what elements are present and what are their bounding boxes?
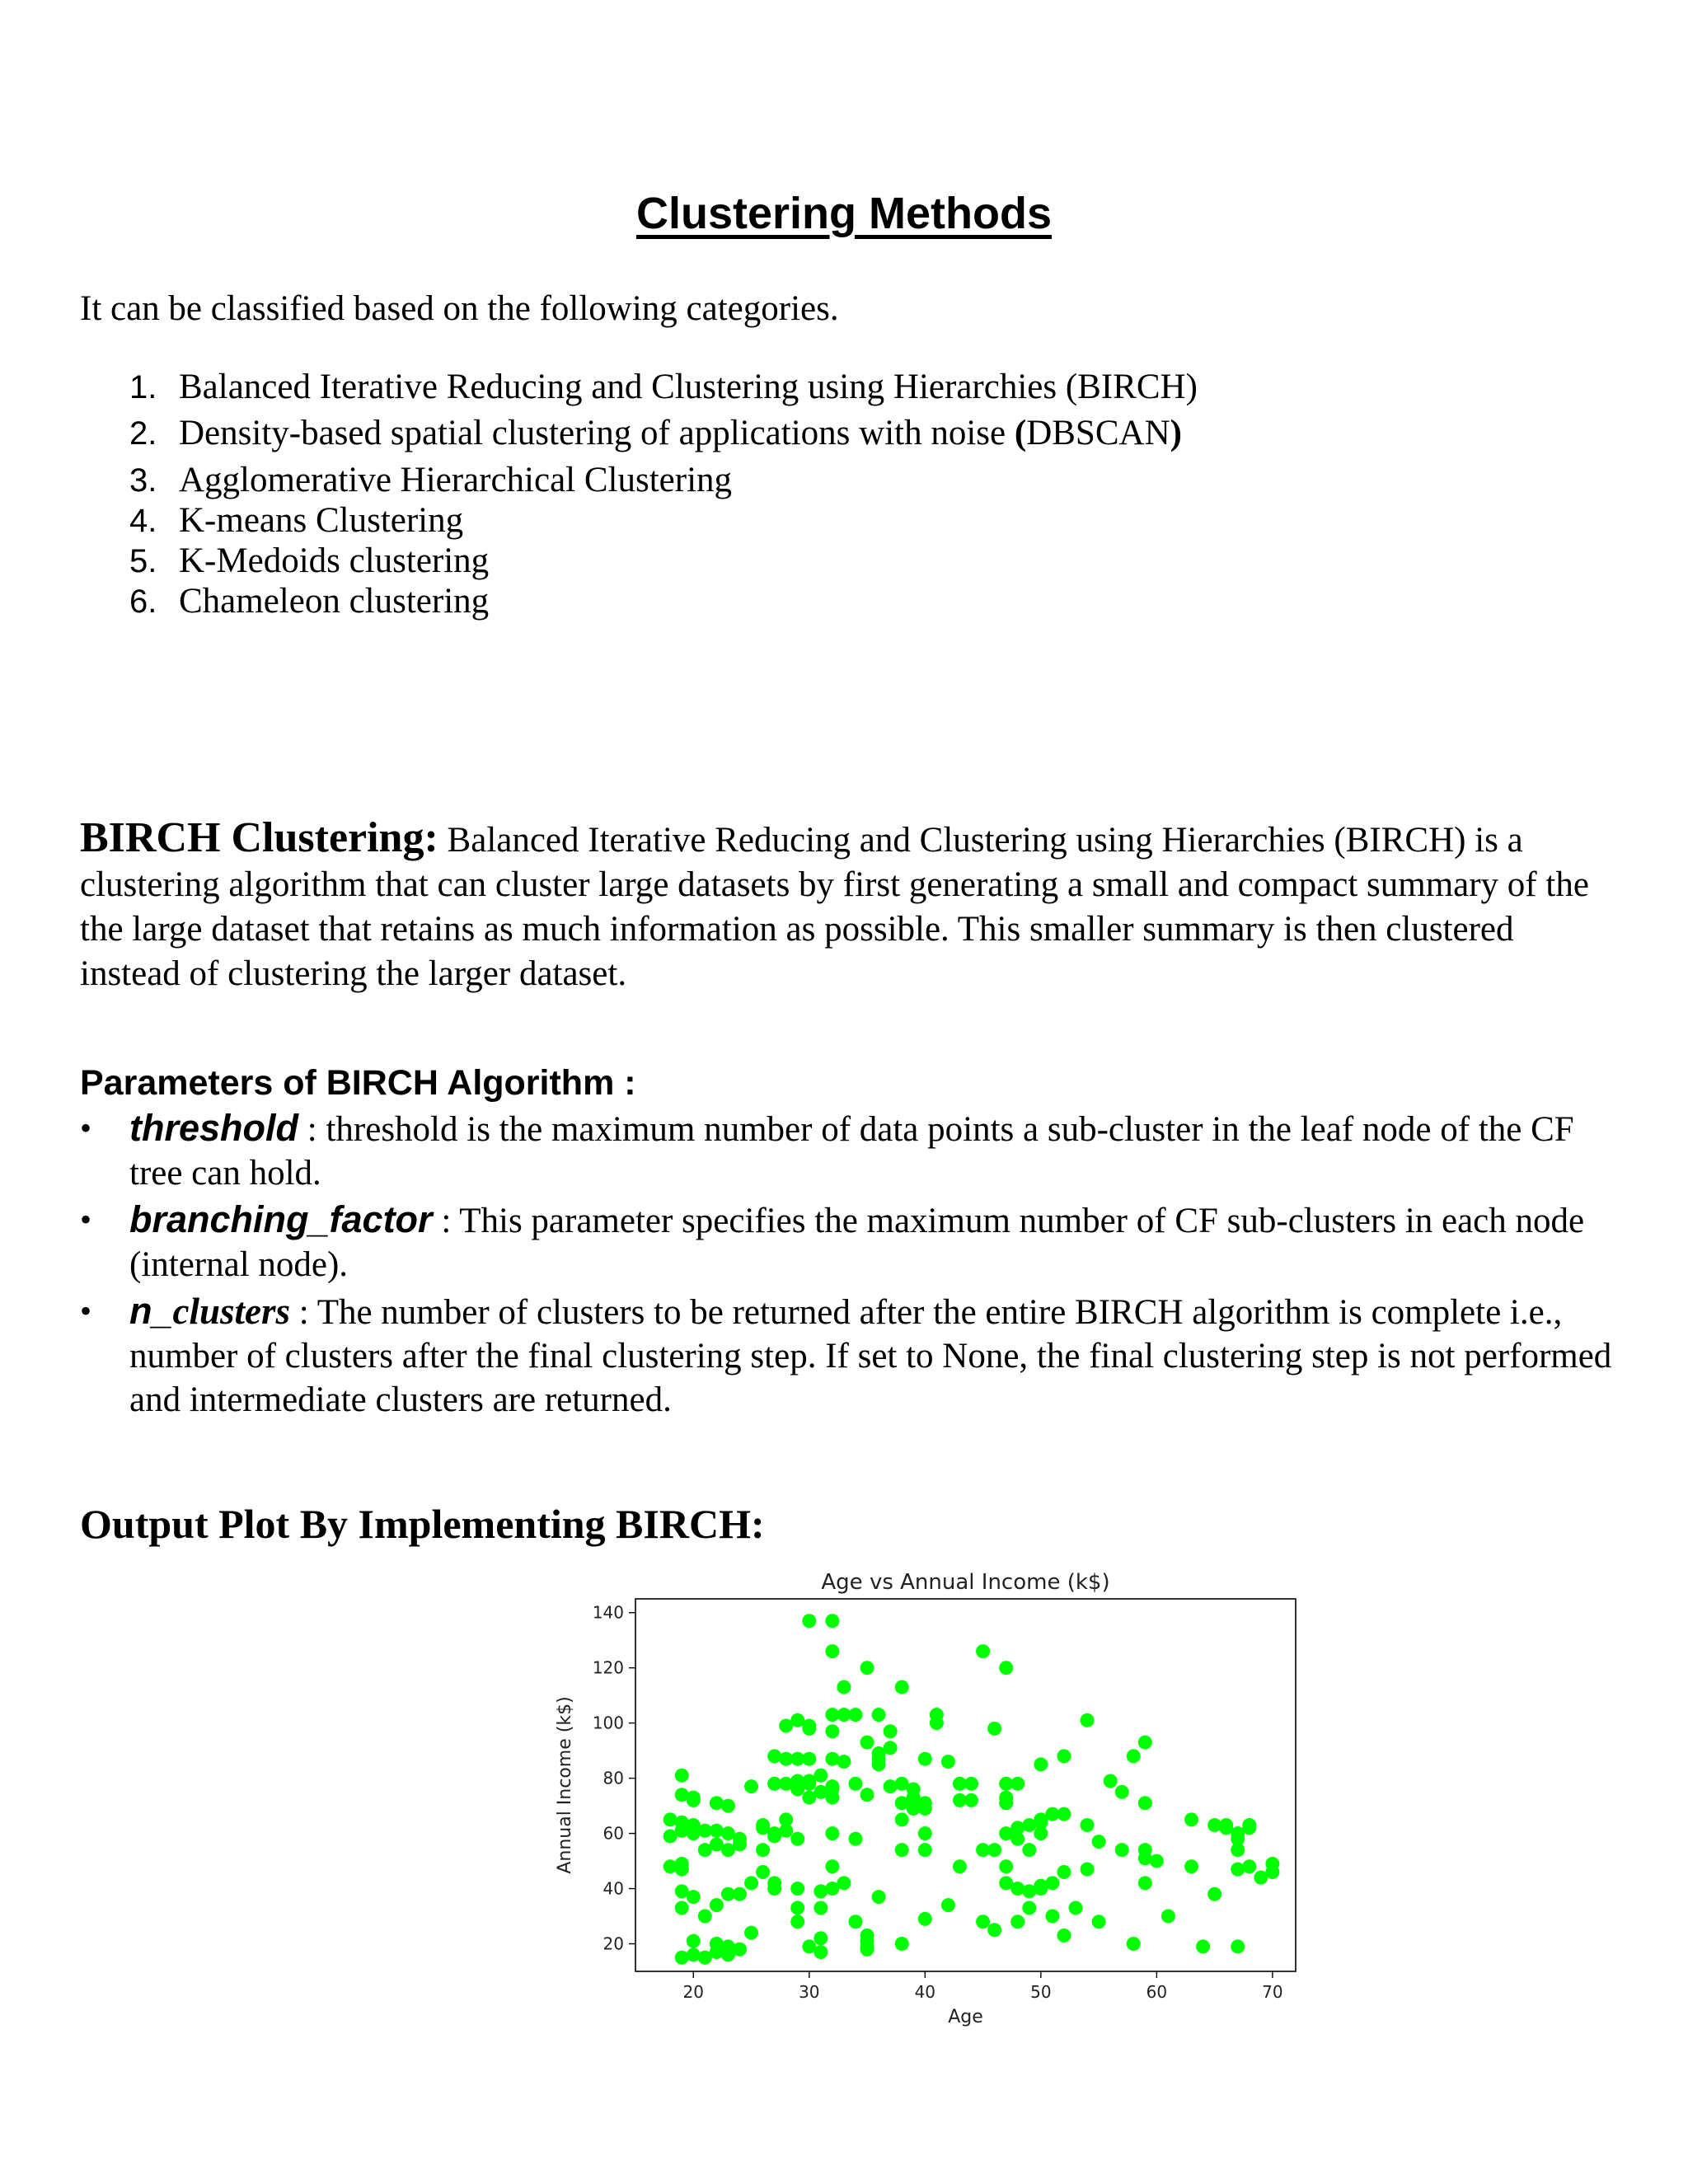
data-point [987,1923,1001,1937]
param-branching-key: branching_factor [129,1198,433,1240]
data-point [1045,1876,1059,1890]
param-nclusters-key: n_clusters [129,1290,291,1332]
data-point [733,1887,747,1901]
data-point [687,1818,701,1832]
data-point [941,1898,955,1912]
data-point [1138,1736,1152,1750]
data-point [849,1915,863,1929]
data-point [999,1859,1013,1873]
data-point [1138,1876,1152,1890]
param-nclusters-desc: The number of clusters to be returned after the entire BIRCH algorithm is complete i.e., number of clusters after the final clustering step. If set to None, the final clustering step is not performed and intermediate clusters are returned. [129,1293,1612,1419]
data-point [802,1939,816,1953]
data-point [987,1722,1001,1736]
bullet-icon: • [80,1201,92,1238]
method-birch: Balanced Iterative Reducing and Clustering using Hierarchies (BIRCH) [179,368,1198,406]
data-point [918,1843,932,1857]
y-tick-label: 80 [603,1768,624,1788]
data-point [1057,1929,1071,1943]
method-kmedoids: K-Medoids clustering [179,541,490,580]
x-tick-label: 70 [1262,1982,1283,2002]
data-point [1184,1812,1198,1826]
data-point [698,1910,712,1924]
data-point [1242,1818,1256,1832]
data-point [767,1826,781,1840]
birch-body: Balanced Iterative Reducing and Clustering using Hierarchies (BIRCH) is a clustering algorithm that can cluster large datasets by first generating a small and compact summary of the the large dataset that retains as much information as possible. This smaller summary is then clustered instead of clustering the larger dataset. [80,821,1589,993]
data-point [710,1796,724,1810]
data-point [849,1708,863,1722]
data-point [744,1876,758,1890]
data-point [802,1752,816,1766]
data-point [976,1915,990,1929]
chart-title: Age vs Annual Income (k$) [821,1570,1110,1595]
data-point [872,1752,886,1766]
list-item [129,581,1198,621]
data-point [918,1802,932,1816]
data-point [1081,1818,1095,1832]
data-point [1231,1939,1245,1953]
data-point [837,1876,851,1890]
y-tick-label: 20 [603,1933,624,1954]
data-point [1092,1915,1106,1929]
data-point [710,1824,724,1838]
data-point [860,1929,874,1943]
data-point [675,1900,689,1915]
data-point [1104,1774,1118,1788]
list-number: 5. [129,543,157,579]
data-point [1115,1785,1129,1799]
bullet-icon: • [80,1109,92,1146]
data-point [918,1752,932,1766]
data-point [1034,1757,1048,1771]
data-point [930,1708,944,1722]
data-point [1057,1807,1071,1821]
data-point [802,1614,816,1628]
data-point [1081,1713,1095,1727]
data-point [687,1793,701,1807]
x-tick-label: 40 [914,1982,936,2002]
data-point [849,1777,863,1791]
data-point [1242,1859,1256,1873]
data-point [744,1926,758,1940]
data-point [884,1724,898,1738]
data-point [663,1812,678,1826]
data-point [790,1832,804,1846]
data-point [814,1900,828,1915]
data-point [1010,1882,1025,1896]
data-point [825,1724,839,1738]
plot-heading: Output Plot By Implementing BIRCH: [80,1501,765,1547]
page-title: Clustering Methods [635,189,1052,238]
data-point [767,1882,781,1896]
data-point [825,1614,839,1628]
data-point [814,1884,828,1898]
data-point [825,1859,839,1873]
x-tick-label: 30 [799,1982,820,2002]
data-point [721,1939,735,1953]
data-point [790,1900,804,1915]
data-point [814,1769,828,1783]
method-kmeans: K-means Clustering [179,501,464,540]
methods-list [129,367,1198,621]
y-tick-label: 40 [603,1878,624,1899]
data-point [675,1857,689,1871]
data-point [756,1865,770,1879]
list-number: 4. [129,503,157,539]
data-point [1057,1865,1071,1879]
data-point [1196,1939,1210,1953]
data-point [675,1769,689,1783]
y-tick-label: 120 [592,1657,624,1678]
data-point [895,1680,909,1694]
list-item: • branching_factor : This parameter specifies the maximum number of CF sub-clusters in each node (internal node). [80,1198,1585,1284]
data-point [860,1788,874,1802]
data-point [1127,1749,1141,1763]
data-point [710,1898,724,1912]
data-point [721,1843,735,1857]
list-item [129,500,1198,541]
param-branching-desc: This parameter specifies the maximum number of CF sub-clusters in each node (internal node). [129,1202,1585,1284]
data-point [779,1812,793,1826]
data-point [802,1722,816,1736]
x-axis-label: Age [948,2007,983,2027]
data-point [710,1937,724,1951]
data-point [790,1915,804,1929]
list-item [129,460,1198,500]
scatter-chart [528,1558,1319,2036]
data-point [814,1931,828,1945]
data-point [999,1661,1013,1675]
data-point [895,1843,909,1857]
data-point [733,1943,747,1957]
data-point [1022,1843,1036,1857]
data-point [687,1947,701,1961]
birch-heading: BIRCH Clustering: [80,814,438,861]
data-point [1138,1796,1152,1810]
data-point [1127,1937,1141,1951]
data-point [744,1779,758,1793]
list-item [129,541,1198,581]
data-point [1092,1835,1106,1849]
data-point [1081,1863,1095,1877]
list-item [129,413,1198,453]
list-number: 3. [129,462,157,499]
parameters-heading: Parameters of BIRCH Algorithm : [80,1063,636,1103]
list-item [129,367,1198,407]
data-point [953,1859,967,1873]
data-point [918,1912,932,1926]
method-agglomerative: Agglomerative Hierarchical Clustering [179,461,733,499]
data-point [756,1843,770,1857]
data-point [790,1783,804,1797]
data-point [825,1752,839,1766]
data-point [884,1741,898,1755]
x-tick-label: 50 [1030,1982,1052,2002]
data-point [1045,1910,1059,1924]
data-point [1022,1900,1036,1915]
birch-paragraph [80,816,1621,996]
data-point [837,1680,851,1694]
x-tick-label: 60 [1146,1982,1168,2002]
data-point [884,1779,898,1793]
data-point [767,1749,781,1763]
data-point [733,1832,747,1846]
data-point [976,1644,990,1658]
data-point [1115,1843,1129,1857]
data-point [687,1934,701,1948]
list-number: 6. [129,583,157,620]
method-dbscan: Density-based spatial clustering of applications with noise (DBSCAN) [179,414,1182,452]
data-point [1010,1777,1025,1791]
data-point [1265,1857,1279,1871]
data-point [1150,1854,1164,1868]
param-threshold-key: threshold [129,1107,299,1149]
data-point [872,1708,886,1722]
data-point [895,1937,909,1951]
data-point [918,1826,932,1840]
data-point [1161,1910,1175,1924]
data-point [872,1890,886,1904]
data-point [1010,1821,1025,1835]
data-point [849,1832,863,1846]
data-point [756,1818,770,1832]
data-point [1231,1863,1245,1877]
data-point [1010,1915,1025,1929]
param-threshold-desc: threshold is the maximum number of data points a sub-cluster in the leaf node of the CF tree can hold. [129,1110,1574,1193]
list-number: 1. [129,369,157,405]
data-point [790,1882,804,1896]
data-point [675,1816,689,1830]
data-point [721,1799,735,1813]
bullet-icon: • [80,1292,92,1329]
y-tick-label: 60 [603,1823,624,1844]
data-point [1231,1843,1245,1857]
list-item: • n_clusters : The number of clusters to be returned after the entire BIRCH algorithm is complete i.e., number of clusters after the final clustering step. If set to None, the final clustering step is not performed and intermediate clusters are returned. [80,1290,1612,1419]
data-point [1034,1879,1048,1893]
parameters-list [80,1106,1629,1424]
data-point [895,1812,909,1826]
list-item: • threshold : threshold is the maximum number of data points a sub-cluster in the leaf node of the CF tree can hold. [80,1107,1574,1193]
data-point [941,1755,955,1769]
data-point [825,1826,839,1840]
x-tick-label: 20 [682,1982,704,2002]
data-point [999,1796,1013,1810]
y-tick-label: 140 [592,1602,624,1623]
list-number: 2. [129,415,157,452]
data-point [837,1755,851,1769]
data-point [825,1644,839,1658]
data-point [675,1951,689,1965]
y-tick-label: 100 [592,1713,624,1733]
data-point [687,1890,701,1904]
data-point [964,1777,978,1791]
data-point [1034,1826,1048,1840]
data-point [1069,1900,1083,1915]
intro-text: It can be classified based on the following categories. [80,289,839,328]
data-point [1057,1749,1071,1763]
data-point [1207,1887,1221,1901]
data-point [663,1859,678,1873]
data-point [1138,1851,1152,1865]
data-point [814,1785,828,1799]
data-point [964,1793,978,1807]
data-point [987,1843,1001,1857]
data-point [860,1736,874,1750]
y-axis-label: Annual Income (k$) [555,1696,575,1874]
data-point [1184,1859,1198,1873]
data-point [860,1661,874,1675]
method-chameleon: Chameleon clustering [179,582,490,621]
